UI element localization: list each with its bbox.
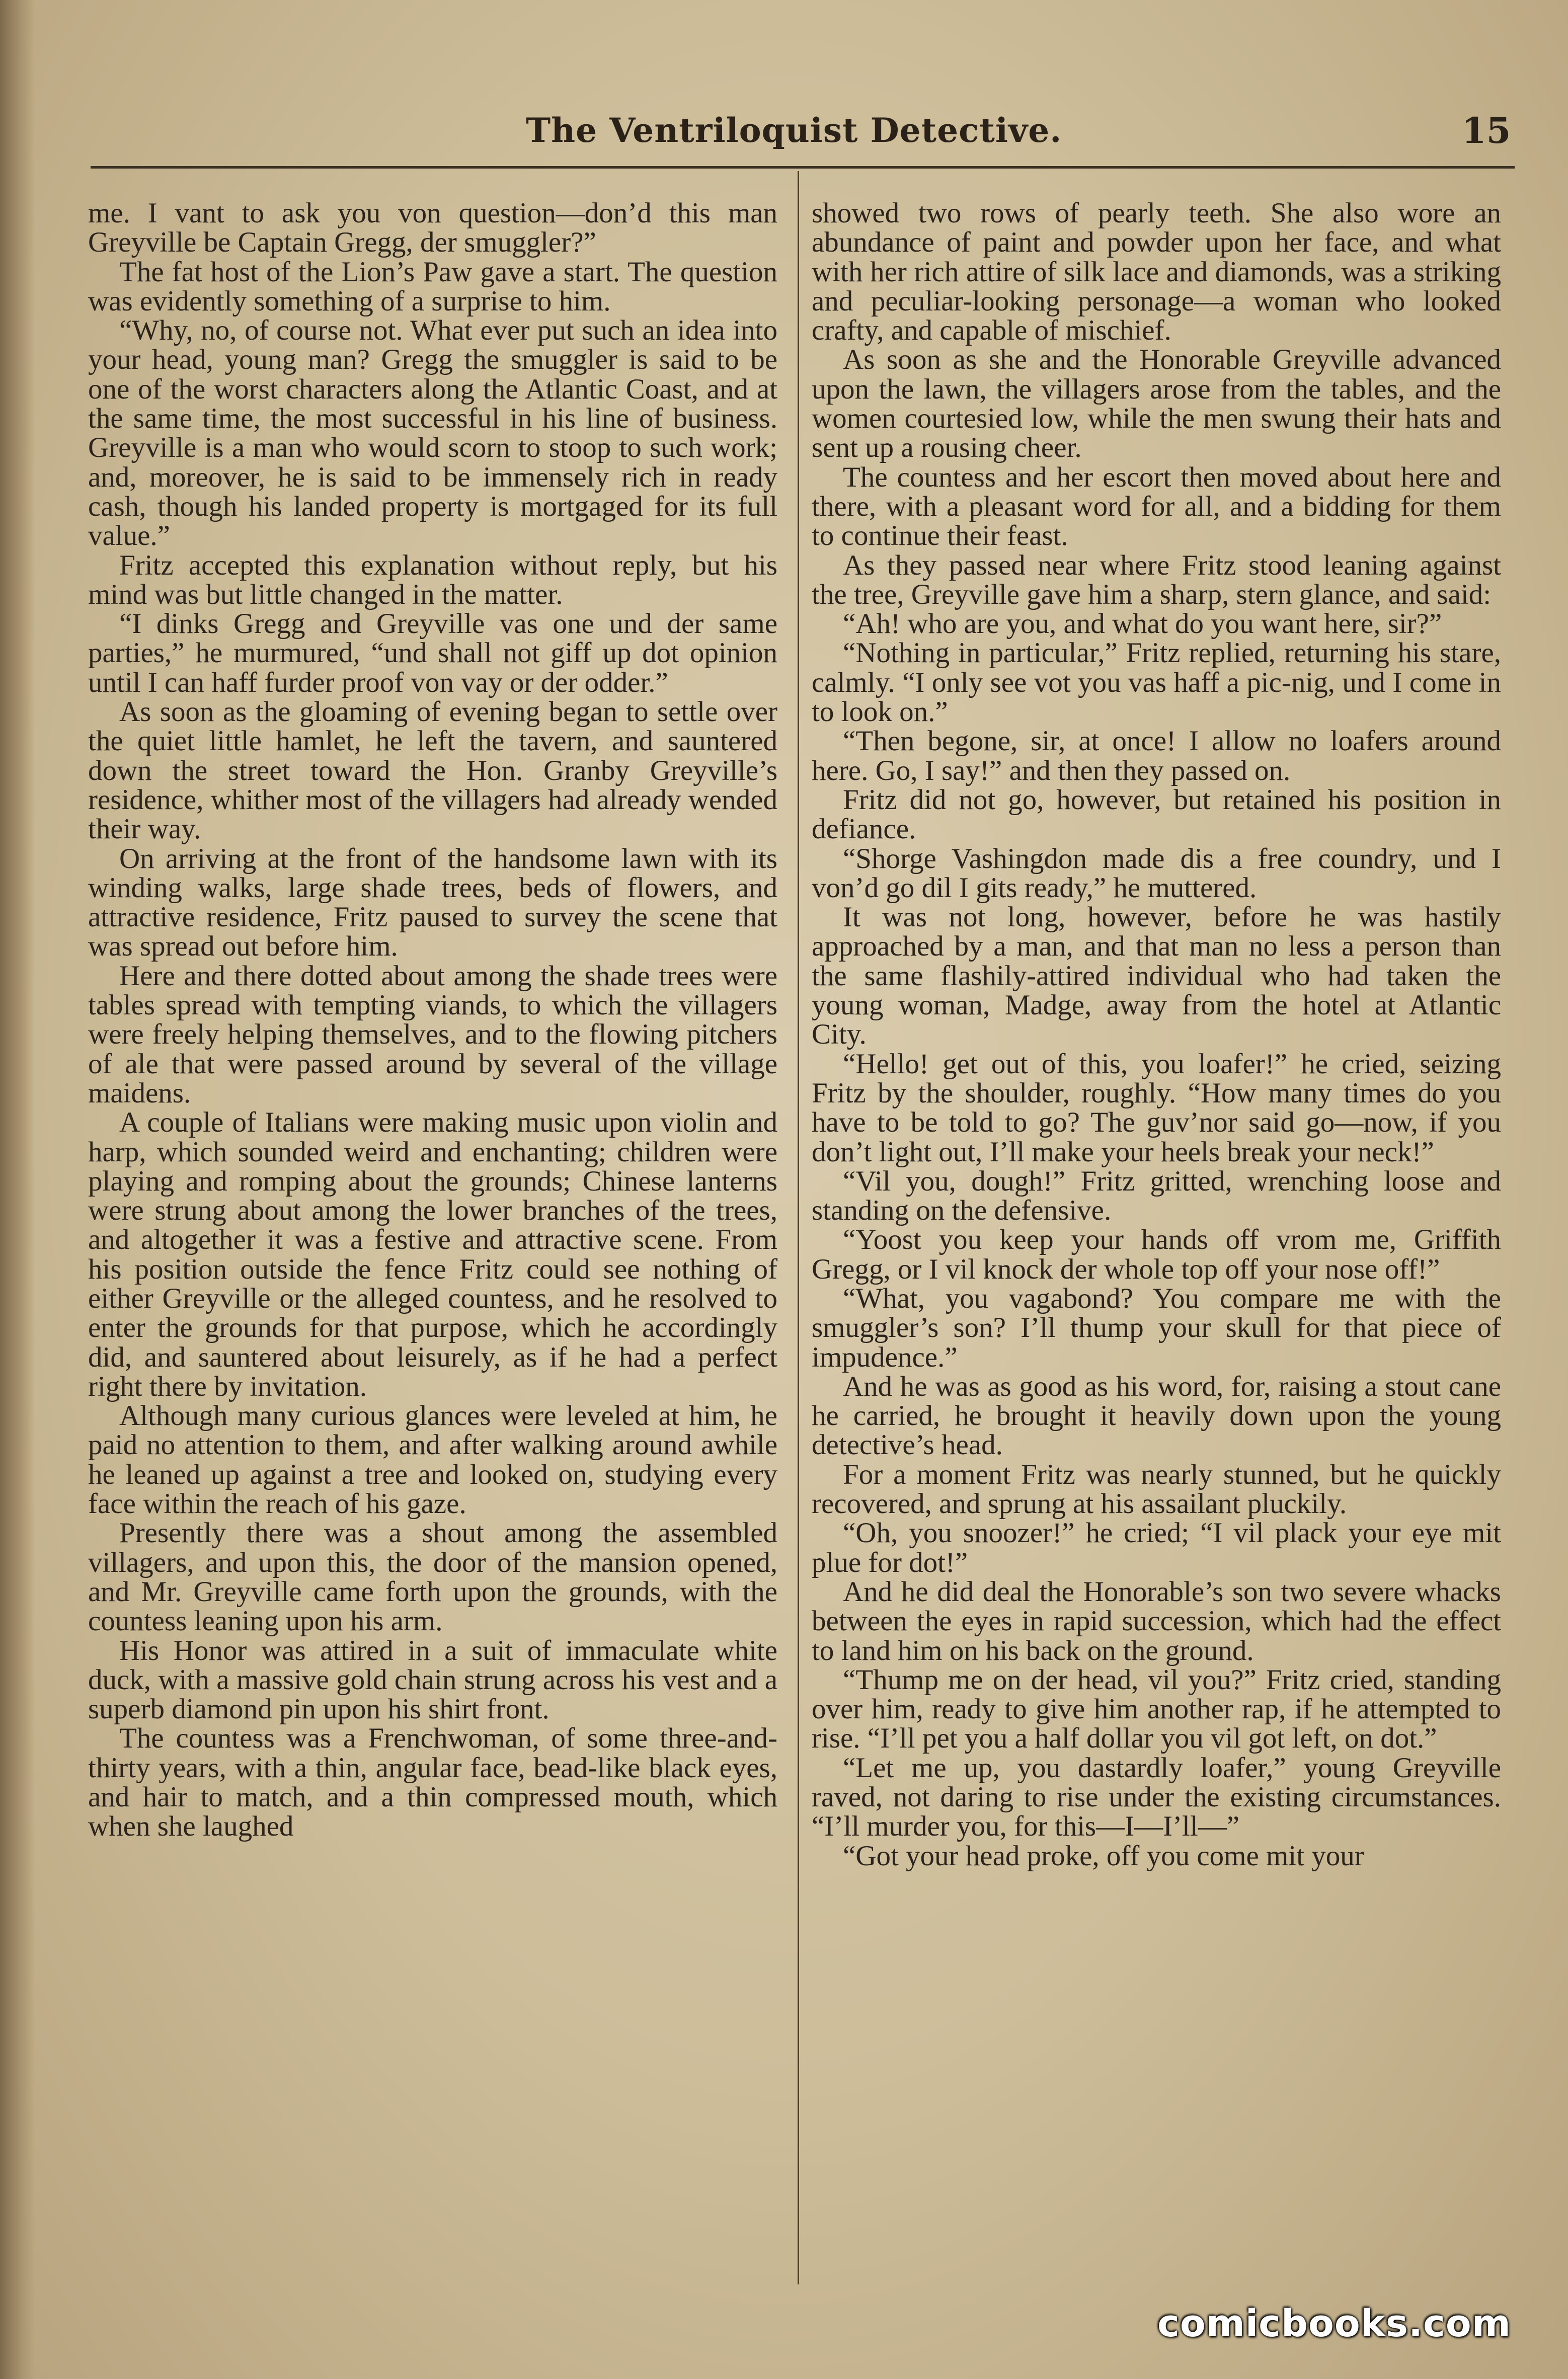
- paragraph: The fat host of the Lion’s Paw gave a start. The question was evidently something of a surprise to him.: [88, 256, 777, 317]
- left-column: [88, 199, 777, 1842]
- paragraph: A couple of Italians were making music upon violin and harp, which sounded weird and enchanting; children were playing and romping about the grounds; Chinese lanterns were strung about among the lower branches of the trees, and altogether it was a festive and attractive scene. From his position outside the fence Fritz could see nothing of either Greyville or the alleged countess, and he resolved to enter the grounds for that purpose, which he accordingly did, and sauntered about leisurely, as if he had a perfect right there by invitation.: [88, 1106, 777, 1402]
- paragraph: me. I vant to ask you von question—don’d this man Greyville be Captain Gregg, der smuggler?”: [88, 197, 777, 259]
- header-rule: [91, 166, 1515, 169]
- paragraph: “What, you vagabond? You compare me with the smuggler’s son? I’ll thump your skull for that piece of impudence.”: [812, 1282, 1501, 1373]
- paragraph: “Oh, you snoozer!” he cried; “I vil plack your eye mit plue for dot!”: [812, 1517, 1501, 1578]
- paragraph: The countess was a Frenchwoman, of some three-and-thirty years, with a thin, angular face, bead-like black eyes, and hair to match, and a thin compressed mouth, which when she laughed: [88, 1722, 777, 1843]
- paragraph: As soon as the gloaming of evening began to settle over the quiet little hamlet, he left the tavern, and sauntered down the street toward the Hon. Granby Greyville’s residence, whither most of the villagers had already wended their way.: [88, 696, 777, 845]
- paragraph: And he was as good as his word, for, raising a stout cane he carried, he brought it heavily down upon the young detective’s head.: [812, 1370, 1501, 1461]
- paragraph: The countess and her escort then moved about here and there, with a pleasant word for all, and a bidding for them to continue their feast.: [812, 461, 1501, 552]
- paragraph: “Nothing in particular,” Fritz replied, returning his stare, calmly. “I only see vot you vas haff a pic-nig, und I come in to look on.”: [812, 637, 1501, 728]
- paragraph: “Thump me on der head, vil you?” Fritz cried, standing over him, ready to give him another rap, if he attempted to rise. “I’ll pet you a half dollar you vil got left, on dot.”: [812, 1663, 1501, 1755]
- paragraph: “Vil you, dough!” Fritz gritted, wrenching loose and standing on the defensive.: [812, 1165, 1501, 1227]
- paragraph: “Got your head proke, off you come mit your: [843, 1840, 1364, 1872]
- paragraph: “Shorge Vashingdon made dis a free coundry, und I von’d go dil I gits ready,” he muttered.: [812, 842, 1501, 904]
- paragraph: showed two rows of pearly teeth. She also wore an abundance of paint and powder upon her face, and what with her rich attire of silk lace and diamonds, was a striking and peculiar-looking personage—a woman who looked crafty, and capable of mischief.: [812, 197, 1501, 347]
- column-divider: [798, 171, 799, 2284]
- paragraph: “Let me up, you dastardly loafer,” young Greyville raved, not daring to rise under the existing circumstances. “I’ll murder you, for this—I—I’ll—”: [812, 1752, 1501, 1843]
- paragraph: It was not long, however, before he was hastily approached by a man, and that man no less a person than the same flashily-attired individual who had taken the young woman, Madge, away from the hotel at Atlantic City.: [812, 901, 1501, 1051]
- right-column: [812, 199, 1501, 1871]
- paragraph: His Honor was attired in a suit of immaculate white duck, with a massive gold chain strung across his vest and a superb diamond pin upon his shirt front.: [88, 1634, 777, 1725]
- running-header-title: The Ventriloquist Detective.: [526, 111, 1062, 150]
- page-number: 15: [1462, 110, 1511, 151]
- paragraph: Although many curious glances were leveled at him, he paid no attention to them, and after walking around awhile he leaned up against a tree and looked on, studying every face within the reach of his gaze.: [88, 1400, 777, 1520]
- paragraph: “I dinks Gregg and Greyville vas one und der same parties,” he murmured, “und shall not giff up dot opinion until I can haff furder proof von vay or der odder.”: [88, 608, 777, 698]
- paragraph: On arriving at the front of the handsome lawn with its winding walks, large shade trees, beds of flowers, and attractive residence, Fritz paused to survey the scene that was spread out before him.: [88, 842, 777, 963]
- paragraph: “Hello! get out of this, you loafer!” he cried, seizing Fritz by the shoulder, roughly. “How many times do you have to be told to go? The guv’nor said go—now, if you don’t light out, I’ll make your heels break your neck!”: [812, 1048, 1501, 1168]
- paragraph: Fritz did not go, however, but retained his position in defiance.: [812, 783, 1501, 845]
- paragraph: As they passed near where Fritz stood leaning against the tree, Greyville gave him a sharp, stern glance, and said:: [812, 549, 1501, 610]
- paragraph: Presently there was a shout among the assembled villagers, and upon this, the door of the mansion opened, and Mr. Greyville came forth upon the grounds, with the countess leaning upon his arm.: [88, 1517, 777, 1637]
- paragraph: “Yoost you keep your hands off vrom me, Griffith Gregg, or I vil knock der whole top off your nose off!”: [812, 1224, 1501, 1285]
- paragraph: “Then begone, sir, at once! I allow no loafers around here. Go, I say!” and then they passed on.: [812, 725, 1501, 786]
- paragraph: For a moment Fritz was nearly stunned, but he quickly recovered, and sprung at his assailant pluckily.: [812, 1458, 1501, 1520]
- paragraph: As soon as she and the Honorable Greyville advanced upon the lawn, the villagers arose from the tables, and the women courtesied low, while the men swung their hats and sent up a rousing cheer.: [812, 344, 1501, 464]
- watermark-text: comicbooks.com: [1157, 2302, 1511, 2345]
- paragraph: Here and there dotted about among the shade trees were tables spread with tempting viands, to which the villagers were freely helping themselves, and to the flowing pitchers of ale that were passed around by several of the village maidens.: [88, 960, 777, 1109]
- paragraph: “Ah! who are you, and what do you want here, sir?”: [843, 608, 1442, 640]
- paragraph: And he did deal the Honorable’s son two severe whacks between the eyes in rapid succession, which had the effect to land him on his back on the ground.: [812, 1575, 1501, 1667]
- page-edge-shadow: [0, 0, 35, 2379]
- paragraph: “Why, no, of course not. What ever put such an idea into your head, young man? Gregg the smuggler is said to be one of the worst characters along the Atlantic Coast, and at the same time, the most successful in his line of business. Greyville is a man who would scorn to stoop to such work; and, moreover, he is said to be immensely rich in ready cash, though his landed property is mortgaged for its full value.”: [88, 314, 777, 552]
- paragraph: Fritz accepted this explanation without reply, but his mind was but little changed in the matter.: [88, 549, 777, 610]
